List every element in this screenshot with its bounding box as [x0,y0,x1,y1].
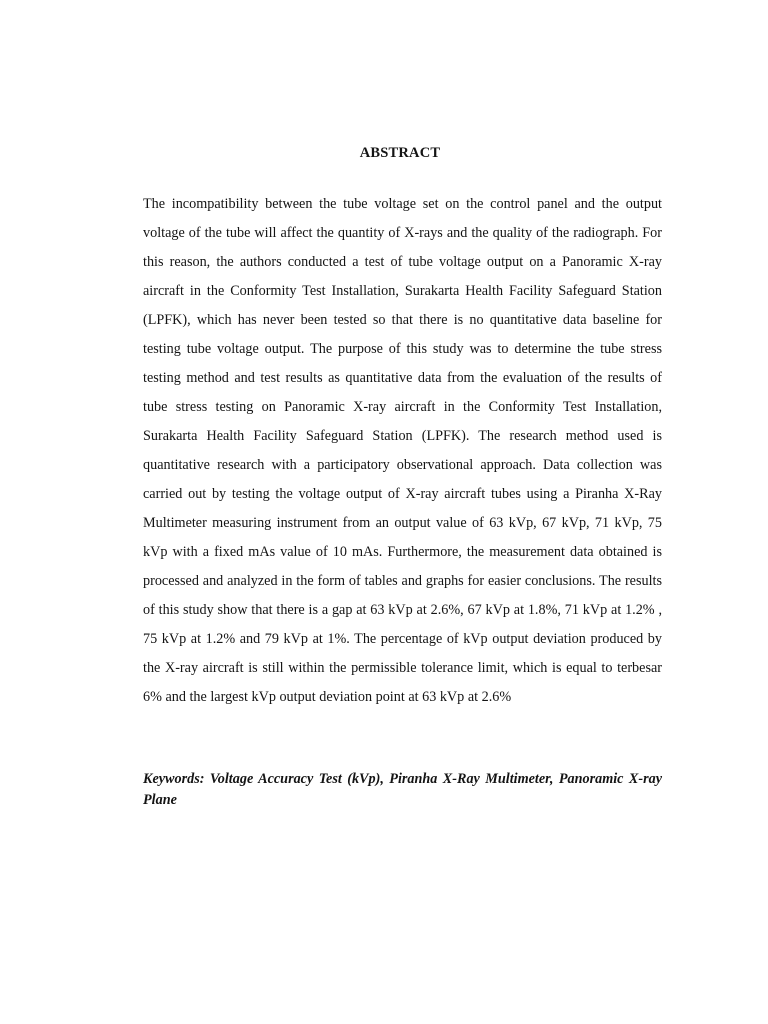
abstract-heading: ABSTRACT [359,145,441,161]
abstract-body-text: The incompatibility between the tube voltage set on the control panel and the output voltage of the tube will affect the quantity of X-rays and the quality of the radiograph. For this reason, the authors conducted a test of tube voltage output on a Panoramic X-ray aircraft in the Conformity Test Installation, Surakarta Health Facility Safeguard Station (LPFK), which has never been tested so that there is no quantitative data baseline for testing tube voltage output. The purpose of this study was to determine the tube stress testing method and test results as quantitative data from the evaluation of the results of tube stress testing on Panoramic X-ray aircraft in the Conformity Test Installation, Surakarta Health Facility Safeguard Station (LPFK). The research method used is quantitative research with a participatory observational approach. Data collection was carried out by testing the voltage output of X-ray aircraft tubes using a Piranha X-Ray Multimeter measuring instrument from an output value of 63 kVp, 67 kVp, 71 kVp, 75 kVp with a fixed mAs value of 10 mAs. Furthermore, the measurement data obtained is processed and analyzed in the form of tables and graphs for easier conclusions. The results of this study show that there is a gap at 63 kVp at 2.6%, 67 kVp at 1.8%, 71 kVp at 1.2% , 75 kVp at 1.2% and 79 kVp at 1%. The percentage of kVp output deviation produced by the X-ray aircraft is still within the permissible tolerance limit, which is equal to terbesar 6% and the largest kVp output deviation point at 63 kVp at 2.6% [143,196,662,705]
keywords-line: Keywords: Voltage Accuracy Test (kVp), Piranha X-Ray Multimeter, Panoramic X-ray Plane [143,771,662,808]
